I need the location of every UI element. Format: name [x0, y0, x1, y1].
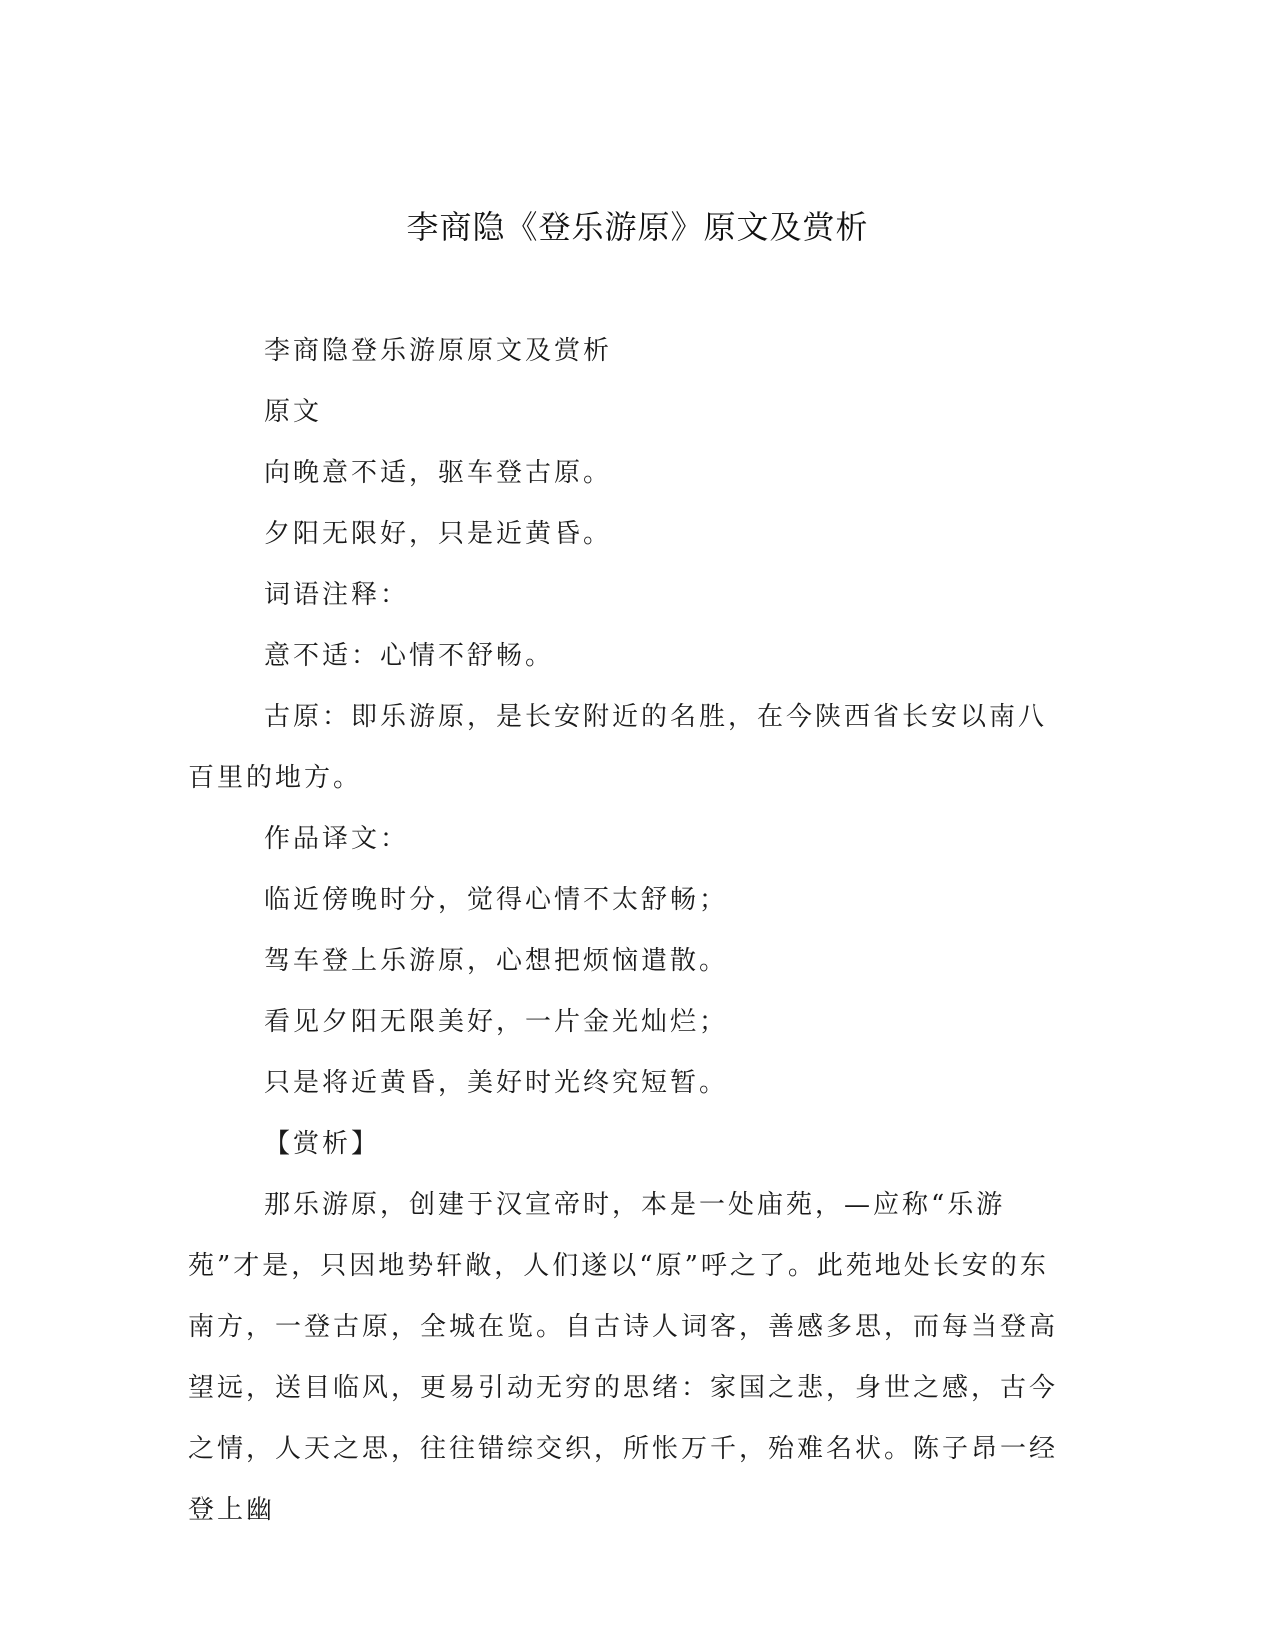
- note-item: 古原：即乐游原，是长安附近的名胜，在今陕西省长安以南八百里的地方。: [188, 702, 1048, 793]
- translation-line: 驾车登上乐游原，心想把烦恼遣散。: [264, 946, 729, 976]
- poem-line-2: 夕阳无限好，只是近黄昏。: [264, 519, 613, 549]
- document-title: 李商隐《登乐游原》原文及赏析: [406, 208, 869, 246]
- paragraph-appreciation-heading: 【赏析】: [264, 1129, 381, 1159]
- paragraph-original-heading: 原文: [264, 397, 323, 427]
- note-item: 意不适：心情不舒畅。: [264, 641, 555, 671]
- paragraph-subtitle: 李商隐登乐游原原文及赏析: [264, 336, 613, 366]
- translation-line: 看见夕阳无限美好，一片金光灿烂；: [264, 1007, 729, 1037]
- document-body: [188, 321, 1068, 1541]
- translation-line: 临近傍晚时分，觉得心情不太舒畅；: [264, 885, 729, 915]
- poem-line-1: 向晚意不适，驱车登古原。: [264, 458, 613, 488]
- appreciation-paragraph: 那乐游原，创建于汉宣帝时，本是一处庙苑，—应称“乐游苑”才是，只因地势轩敞，人们遂以“原”呼之了。此苑地处长安的东南方，一登古原，全城在览。自古诗人词客，善感多思，而每当登高望远，送目临风，更易引动无穷的思绪：家国之悲，身世之感，古今之情，人天之思，往往错综交织，所怅万千，殆难名状。陈子昂一经登上幽: [188, 1190, 1059, 1525]
- paragraph-translation-heading: 作品译文：: [264, 824, 410, 854]
- translation-line: 只是将近黄昏，美好时光终究短暂。: [264, 1068, 729, 1098]
- paragraph-notes-heading: 词语注释：: [264, 580, 410, 610]
